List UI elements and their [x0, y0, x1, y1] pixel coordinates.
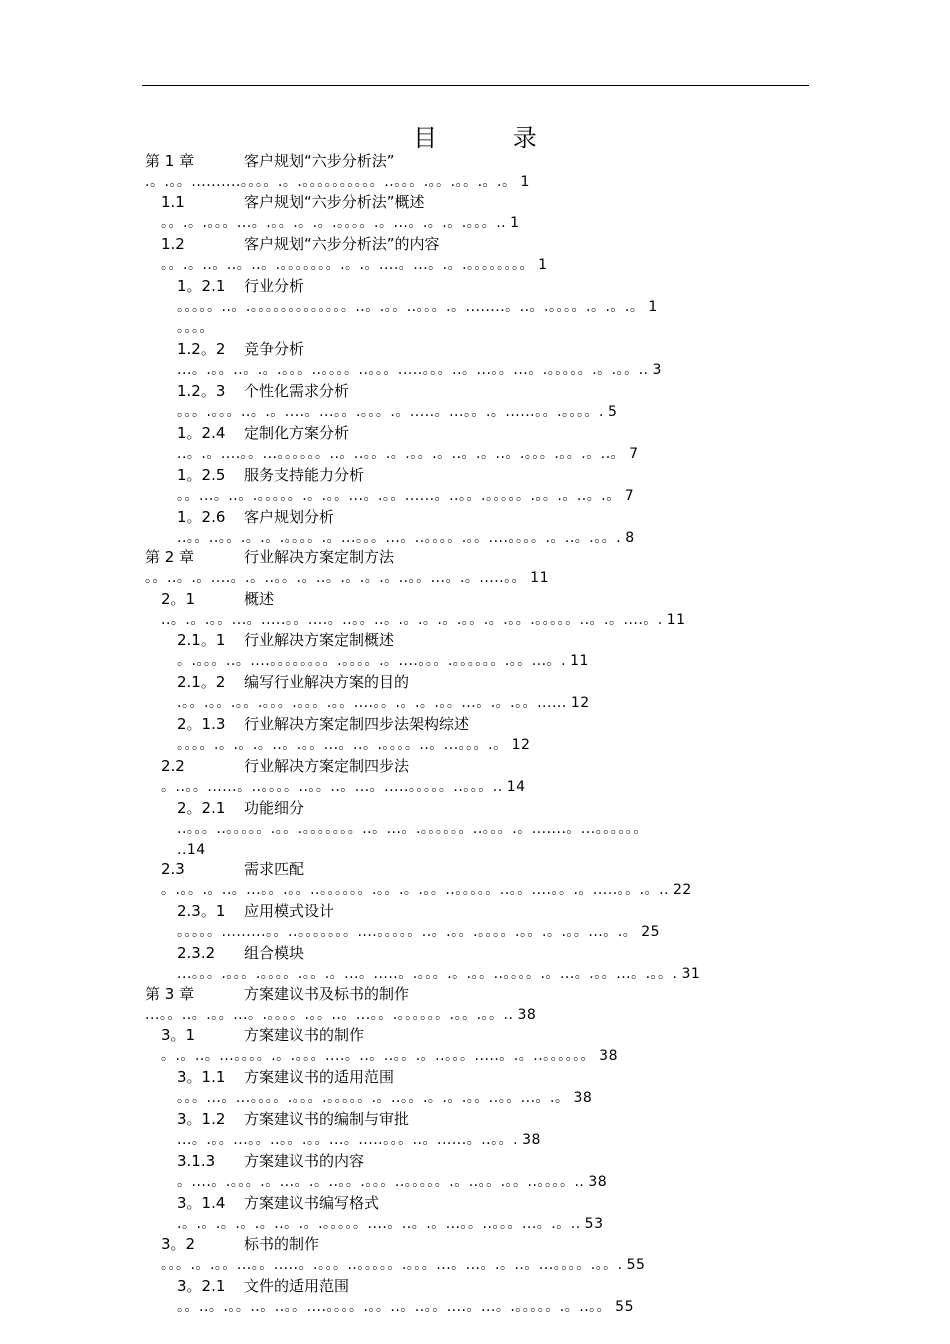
toc-entry-leader	[177, 965, 700, 983]
toc-entry-heading[interactable]	[177, 902, 334, 920]
header-rule	[142, 85, 809, 86]
toc-entry-page: 38	[522, 1132, 541, 1148]
toc-entry-page: 5	[608, 404, 618, 420]
toc-entry-title: 方案建议书编写格式	[244, 1194, 380, 1212]
leader-dots: ...。.。。...。。..。。.。。...。.....。。。..。......。..。。.	[177, 1132, 519, 1148]
toc-entry-leader	[177, 361, 662, 379]
toc-entry-number: 2.2	[161, 757, 185, 775]
leader-dots: 。。.。..。..。..。.。。。。。。。.。.。....。...。.。.。。。。。。。。	[161, 257, 535, 273]
toc-entry-leader-continued	[177, 841, 206, 859]
toc-entry-page: 38	[573, 1090, 593, 1106]
leader-dots: 。.。。。..。....。。。。。。。。.。。。。.。....。。。.。。。。。。.。。...。.	[177, 653, 567, 669]
leader-dots: ...。。。.。。。.。。。。.。。.。...。.....。.。。。.。.。。..。。。。.。...。.。。...。.。。.	[177, 966, 678, 982]
toc-entry-title: 组合模块	[244, 944, 305, 962]
toc-entry-heading[interactable]	[177, 508, 334, 526]
toc-entry-number: 第 2 章	[145, 548, 195, 566]
toc-entry-page: 12	[570, 695, 590, 711]
leader-dots: 。。..。.。....。.。..。。.。..。.。.。.。..。。...。.。.....。。	[145, 570, 527, 586]
toc-entry-leader	[177, 820, 648, 838]
leader-dots: ..。。..。。.。.。.。。。。.。...。。。...。..。。。。.。。....。。。。.。..。.。。.	[177, 530, 622, 546]
toc-entry-number: 1。2.4	[177, 424, 226, 442]
toc-entry-title: 方案建议书的编制与审批	[244, 1110, 410, 1128]
toc-entry-number: 3。1.2	[177, 1110, 226, 1128]
toc-entry-title: 行业解决方案定制方法	[244, 548, 395, 566]
toc-title: 目 录	[413, 124, 571, 152]
toc-entry-heading[interactable]	[177, 277, 304, 295]
toc-entry-heading[interactable]	[145, 152, 395, 170]
toc-entry-title: 行业解决方案定制四步法	[244, 757, 410, 775]
toc-entry-number: 2。1	[161, 590, 196, 608]
toc-entry-number: 2.3	[161, 860, 185, 878]
toc-entry-number: 3。1.1	[177, 1068, 226, 1086]
toc-entry-title: 行业分析	[244, 277, 305, 295]
toc-entry-leader	[177, 736, 530, 754]
leader-dots: ...。.。。..。.。.。。。..。。。。..。。。.....。。。..。...。。...。.。。。。。.。.。。..	[177, 362, 649, 378]
toc-entry-page: 1	[538, 257, 548, 273]
leader-dots: .。。.。。.。。.。。。.。。。.。。....。。.。.。.。。...。.。.。。......	[177, 695, 567, 711]
toc-entry-leader	[177, 923, 660, 941]
leader-dots: 。。。。.。.。.。..。.。。...。..。.。。。。..。...。。。.。	[177, 737, 508, 753]
leader-dots: 。.。..。...。。。。.。.。。。....。..。..。。.。..。。。.....。.。..。。。。。。	[161, 1048, 596, 1064]
toc-entry-heading[interactable]	[145, 548, 394, 566]
toc-entry-page: 12	[511, 737, 531, 753]
toc-entry-title: 方案建议书的内容	[244, 1152, 365, 1170]
toc-entry-page: 1	[510, 215, 520, 231]
toc-entry-title: 标书的制作	[244, 1235, 320, 1253]
toc-entry-title: 文件的适用范围	[244, 1277, 350, 1295]
toc-entry-number: 1。2.6	[177, 508, 226, 526]
toc-entry-page: 55	[615, 1299, 634, 1315]
toc-entry-leader	[177, 487, 634, 505]
toc-entry-title: 个性化需求分析	[244, 382, 350, 400]
leader-dots: 。。...。..。.。。。。。.。.。。...。.。。......。..。。.。。。。。.。。.。..。.。	[177, 488, 621, 504]
toc-entry-leader	[161, 214, 520, 232]
toc-entry-heading[interactable]	[177, 1068, 394, 1086]
toc-entry-number: 1。2.1	[177, 277, 226, 295]
toc-entry-number: 2.3。1	[177, 902, 226, 920]
toc-entry-leader	[161, 256, 547, 274]
leader-dots: ..。。。..。。。。。.。。.。。。。。。。..。...。.。。。。。。..。。。.。.......。...。。。。。。	[177, 821, 648, 837]
leader-dots: 。....。.。。。.。...。.。..。。.。。。..。。。。。.。..。。.。。..。。。。..	[177, 1174, 585, 1190]
toc-entry-title: 方案建议书的制作	[244, 1026, 365, 1044]
toc-entry-page: 8	[625, 530, 635, 546]
toc-entry-page: 1	[648, 299, 658, 315]
toc-entry-leader	[145, 173, 530, 191]
toc-entry-number: 1.1	[161, 193, 185, 211]
toc-entry-heading[interactable]	[177, 340, 304, 358]
toc-entry-heading[interactable]	[161, 1235, 319, 1253]
toc-entry-title: 服务支持能力分析	[244, 466, 365, 484]
toc-entry-heading[interactable]	[177, 1152, 364, 1170]
toc-entry-number: 2。1.3	[177, 715, 226, 733]
leader-dots: .。.。.。.。.。..。.。.。。。。。....。..。.。...。。..。。。...。.。..	[177, 1216, 581, 1232]
toc-entry-page: 14	[506, 779, 526, 795]
leader-dots: 。。..。.。。..。..。。....。。。。.。。..。..。。....。...。.。。。。。.。..。。	[177, 1299, 612, 1315]
toc-entry-leader	[145, 569, 549, 587]
toc-entry-number: 2.3.2	[177, 944, 216, 962]
toc-entry-leader	[161, 1047, 618, 1065]
toc-entry-leader	[177, 652, 589, 670]
toc-entry-heading[interactable]	[161, 590, 274, 608]
toc-entry-number: 1.2。2	[177, 340, 226, 358]
toc-entry-title: 编写行业解决方案的目的	[244, 673, 410, 691]
toc-entry-page: 55	[626, 1257, 646, 1273]
toc-entry-title: 方案建议书及标书的制作	[244, 985, 410, 1003]
toc-entry-title: 客户规划“六步分析法”	[244, 152, 395, 170]
toc-entry-title: 行业解决方案定制概述	[244, 631, 395, 649]
toc-entry-heading[interactable]	[145, 985, 409, 1003]
toc-entry-page: 38	[588, 1174, 608, 1190]
toc-entry-number: 3。2	[161, 1235, 196, 1253]
toc-entry-leader	[161, 1256, 645, 1274]
toc-entry-leader-continued	[177, 319, 218, 337]
toc-entry-heading[interactable]	[177, 1277, 349, 1295]
toc-entry-heading[interactable]	[161, 860, 304, 878]
toc-entry-page: 7	[629, 446, 639, 462]
toc-entry-page: 1	[520, 174, 530, 190]
leader-dots: 。。。.。。。..。.。....。...。。.。。。.。.....。...。。.。......。。.。。。。.	[177, 404, 605, 420]
leader-dots: 。。。.。.。。...。。.....。.。。。..。。。。。.。。。...。...。.。..。...。。。。.。。.	[161, 1257, 623, 1273]
toc-entry-title: 定制化方案分析	[244, 424, 350, 442]
leader-dots: 。..。。......。..。。。。..。。..。...。.....。。。。。..。。。..	[161, 779, 503, 795]
toc-entry-heading[interactable]	[177, 424, 349, 442]
toc-entry-leader	[177, 403, 617, 421]
toc-entry-leader	[177, 1215, 603, 1233]
toc-entry-leader	[161, 611, 686, 629]
toc-entry-number: 3.1.3	[177, 1152, 216, 1170]
toc-entry-number: 2.1。1	[177, 631, 226, 649]
toc-entry-title: 客户规划分析	[244, 508, 335, 526]
toc-entry-number: 1.2	[161, 235, 185, 253]
toc-entry-heading[interactable]	[177, 944, 304, 962]
toc-entry-heading[interactable]	[177, 715, 469, 733]
toc-entry-title: 应用模式设计	[244, 902, 335, 920]
toc-entry-heading[interactable]	[177, 631, 394, 649]
toc-entry-heading[interactable]	[161, 193, 425, 211]
toc-entry-page: 11	[666, 612, 686, 628]
toc-entry-leader	[177, 694, 590, 712]
toc-entry-heading[interactable]	[177, 382, 349, 400]
toc-entry-page: 3	[652, 362, 662, 378]
leader-dots: ..。.。....。。...。。。。。。..。..。。.。.。。.。..。.。..。.。。。.。。.。..。	[177, 446, 626, 462]
toc-entry-number: 2.1。2	[177, 673, 226, 691]
toc-entry-page: 31	[681, 966, 701, 982]
toc-entry-leader	[161, 778, 526, 796]
toc-entry-title: 功能细分	[244, 799, 305, 817]
toc-entry-title: 行业解决方案定制四步法架构综述	[244, 715, 470, 733]
toc-entry-page: 25	[641, 924, 661, 940]
toc-entry-heading[interactable]	[161, 1026, 364, 1044]
toc-entry-leader	[177, 529, 635, 547]
leader-dots: 。。.。.。。。...。.。。.。.。.。。。。.。...。.。.。.。。。..	[161, 215, 507, 231]
toc-entry-page: 38	[599, 1048, 618, 1064]
toc-entry-heading[interactable]	[177, 673, 409, 691]
toc-entry-page: 11	[530, 570, 549, 586]
leader-dots: ..。.。.。。...。.....。。....。..。。..。.。.。.。.。。.。.。。.。。。。。..。.。....。.	[161, 612, 663, 628]
toc-entry-title: 竞争分析	[244, 340, 305, 358]
toc-entry-title: 概述	[244, 590, 275, 608]
toc-entry-number: 1.2。3	[177, 382, 226, 400]
toc-entry-page: 11	[570, 653, 589, 669]
toc-entry-heading[interactable]	[161, 757, 409, 775]
toc-entry-number: 3。2.1	[177, 1277, 226, 1295]
toc-entry-heading[interactable]	[177, 466, 364, 484]
toc-entry-title: 客户规划“六步分析法”的内容	[244, 235, 440, 253]
toc-entry-number: 第 1 章	[145, 152, 195, 170]
leader-dots: 。.。。.。..。...。。.。。..。。。。。。.。。.。.。。..。。。。。..。。....。。.。.....。。.。..	[161, 882, 670, 898]
leader-dots: 。。。。。.........。。..。。。。。。。....。。。。。..。.。。.。。。。.。。.。.。。...。.。	[177, 924, 638, 940]
leader-dots: 。。。。	[177, 320, 214, 336]
toc-entry-heading[interactable]	[177, 1110, 409, 1128]
toc-entry-leader	[177, 1298, 634, 1316]
toc-entry-title: 需求匹配	[244, 860, 305, 878]
toc-entry-number: 3。1.4	[177, 1194, 226, 1212]
toc-entry-leader	[177, 1173, 607, 1191]
toc-entry-leader	[177, 1131, 541, 1149]
toc-entry-heading[interactable]	[177, 1194, 379, 1212]
toc-entry-leader	[177, 298, 658, 316]
toc-entry-leader	[177, 445, 639, 463]
toc-entry-page: 38	[517, 1007, 537, 1023]
toc-entry-number: 3。1	[161, 1026, 196, 1044]
toc-entry-page: 22	[673, 882, 692, 898]
toc-entry-page: 53	[584, 1216, 604, 1232]
toc-entry-number: 1。2.5	[177, 466, 226, 484]
toc-entry-number: 2。2.1	[177, 799, 226, 817]
leader-dots: ...。。..。.。。...。.。。。。.。。..。...。。.。。。。。。.。。.。。..	[145, 1007, 514, 1023]
toc-entry-leader	[177, 1089, 592, 1107]
toc-entry-number: 第 3 章	[145, 985, 195, 1003]
toc-entry-page: 7	[624, 488, 635, 504]
leader-dots: 。。。。。..。.。。。。。。。。。。。。。..。.。。..。。。.。........。..。.。。。。.。.。.。	[177, 299, 645, 315]
toc-entry-leader	[161, 881, 692, 899]
leader-dots: ..14	[177, 842, 206, 858]
toc-entry-heading[interactable]	[177, 799, 304, 817]
toc-entry-title: 客户规划“六步分析法”概述	[244, 193, 425, 211]
toc-entry-title: 方案建议书的适用范围	[244, 1068, 395, 1086]
leader-dots: .。.。。..........。。。。.。.。。。。。。。。。。..。。。.。。.。。.。.。	[145, 174, 517, 190]
leader-dots: 。。。...。...。。。。.。。。.。。。。。.。..。。.。.。.。。..。。...。.。	[177, 1090, 570, 1106]
toc-entry-leader	[145, 1006, 536, 1024]
toc-entry-heading[interactable]	[161, 235, 440, 253]
